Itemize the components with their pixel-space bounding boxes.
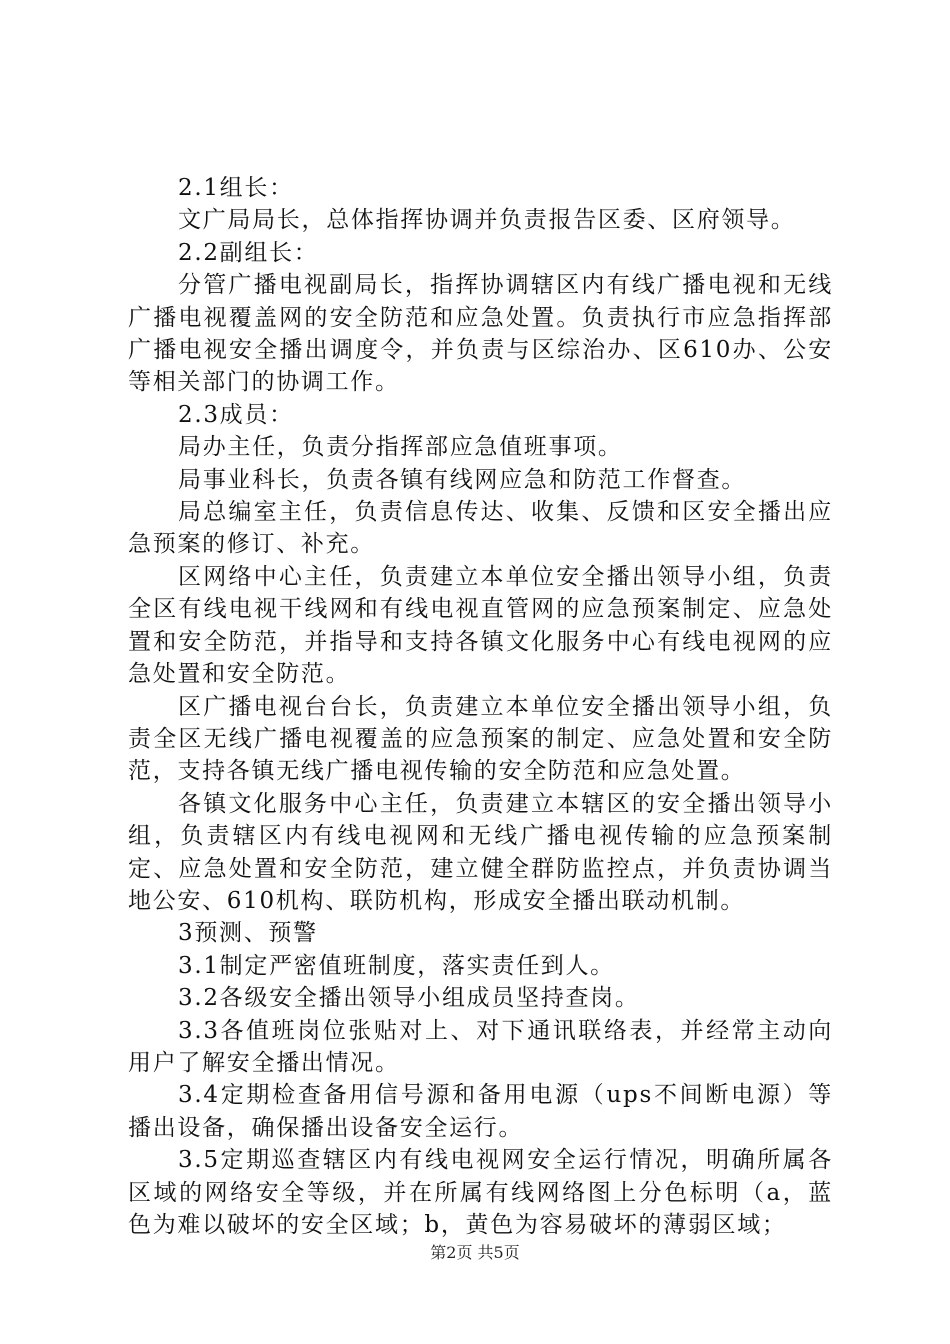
paragraph-tv-station-director: 区广播电视台台长，负责建立本单位安全播出领导小组，负责全区无线广播电视覆盖的应急预案的制定、应急处置和安全防范，支持各镇无线广播电视传输的安全防范和应急处置。 <box>128 693 833 785</box>
paragraph-business-section-chief: 局事业科长，负责各镇有线网应急和防范工作督查。 <box>178 466 747 493</box>
page-number-footer: 第2页 共5页 <box>430 1243 520 1262</box>
paragraph-editorial-director: 局总编室主任，负责信息传达、收集、反馈和区安全播出应急预案的修订、补充。 <box>128 499 833 558</box>
section-heading-2-2: 2.2副组长： <box>178 239 319 266</box>
document-body <box>128 172 833 1241</box>
paragraph-network-center-director: 区网络中心主任，负责建立本单位安全播出领导小组，负责全区有线电视干线网和有线电视直管网的应急预案制定、应急处置和安全防范，并指导和支持各镇文化服务中心有线电视网的应急处置和安全防范。 <box>128 563 833 688</box>
paragraph-team-leader: 文广局局长，总体指挥协调并负责报告区委、区府领导。 <box>178 207 796 234</box>
paragraph-3-2: 3.2各级安全播出领导小组成员坚持查岗。 <box>178 985 640 1012</box>
section-heading-2-1: 2.1组长： <box>178 175 294 201</box>
paragraph-deputy-leader: 分管广播电视副局长，指挥协调辖区内有线广播电视和无线广播电视覆盖网的安全防范和应急处置。负责执行市应急指挥部广播电视安全播出调度令，并负责与区综治办、区610办、公安等相关部门的协调工作。 <box>128 272 833 396</box>
paragraph-town-culture-center-director: 各镇文化服务中心主任，负责建立本辖区的安全播出领导小组，负责辖区内有线电视网和无线广播电视传输的应急预案制定、应急处置和安全防范，建立健全群防监控点，并负责协调当地公安、610机构、联防机构，形成安全播出联动机制。 <box>128 790 833 914</box>
section-heading-3: 3预测、预警 <box>178 920 318 947</box>
paragraph-office-director: 局办主任，负责分指挥部应急值班事项。 <box>178 434 623 461</box>
paragraph-3-3: 3.3各值班岗位张贴对上、对下通讯联络表，并经常主动向用户了解安全播出情况。 <box>128 1017 833 1076</box>
paragraph-3-5: 3.5定期巡查辖区内有线电视网安全运行情况，明确所属各区域的网络安全等级，并在所属有线网络图上分色标明（a，蓝色为难以破坏的安全区域；b，黄色为容易破坏的薄弱区域； <box>128 1147 833 1238</box>
section-heading-2-3: 2.3成员： <box>178 401 294 428</box>
paragraph-3-1: 3.1制定严密值班制度，落实责任到人。 <box>178 952 615 979</box>
paragraph-3-4: 3.4定期检查备用信号源和备用电源（ups不间断电源）等播出设备，确保播出设备安全运行。 <box>128 1082 833 1141</box>
